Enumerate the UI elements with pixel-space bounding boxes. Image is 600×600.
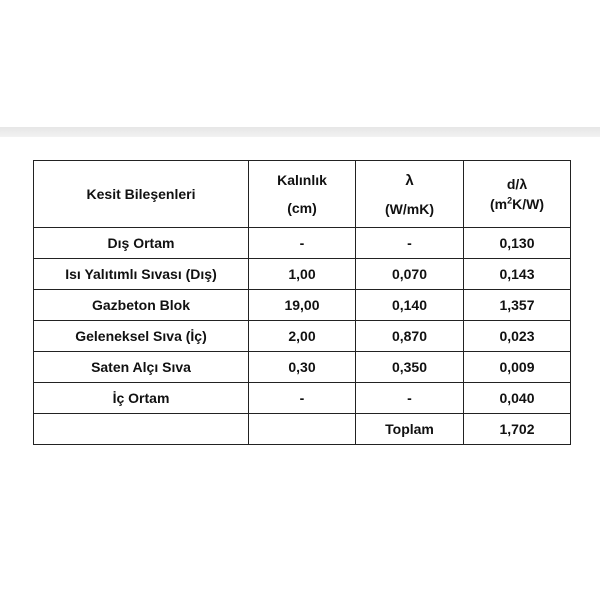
- total-empty-thickness: [249, 414, 356, 445]
- total-resistance: 1,702: [464, 414, 571, 445]
- cell-lambda: 0,870: [356, 321, 464, 352]
- table-header-row: [34, 161, 571, 228]
- cell-lambda: 0,350: [356, 352, 464, 383]
- cell-lambda: 0,140: [356, 290, 464, 321]
- total-label: Toplam: [356, 414, 464, 445]
- header-lambda-symbol: λ: [405, 171, 414, 189]
- cell-resistance: 0,023: [464, 321, 571, 352]
- table-row: [34, 259, 571, 290]
- cell-lambda: -: [356, 228, 464, 259]
- header-component-label: Kesit Bileşenleri: [86, 186, 196, 202]
- header-thickness-unit: (cm): [287, 200, 317, 216]
- table-row: [34, 383, 571, 414]
- header-thickness: [249, 161, 356, 228]
- table-row: [34, 290, 571, 321]
- cell-component: Gazbeton Blok: [34, 290, 249, 321]
- unit-kw: K/W): [512, 196, 545, 212]
- cell-component: Saten Alçı Sıva: [34, 352, 249, 383]
- cell-thickness: 19,00: [249, 290, 356, 321]
- header-resistance: [464, 161, 571, 228]
- cell-thickness: -: [249, 228, 356, 259]
- header-resistance-symbol: d/λ: [506, 176, 528, 192]
- header-lambda: [356, 161, 464, 228]
- thermal-resistance-table-container: [33, 160, 571, 445]
- table-row: [34, 228, 571, 259]
- cell-thickness: 2,00: [249, 321, 356, 352]
- cell-component: Geleneksel Sıva (İç): [34, 321, 249, 352]
- cell-resistance: 0,009: [464, 352, 571, 383]
- cell-component: Isı Yalıtımlı Sıvası (Dış): [34, 259, 249, 290]
- unit-m: (m: [489, 196, 508, 212]
- thermal-resistance-table: [33, 160, 571, 445]
- header-thickness-label: Kalınlık: [277, 172, 327, 188]
- header-resistance-unit: [468, 197, 566, 211]
- table-total-row: [34, 414, 571, 445]
- header-lambda-unit: (W/mK): [385, 200, 434, 217]
- cell-thickness: 1,00: [249, 259, 356, 290]
- total-empty-component: [34, 414, 249, 445]
- cell-resistance: 0,040: [464, 383, 571, 414]
- cell-resistance: 0,143: [464, 259, 571, 290]
- table-row: [34, 321, 571, 352]
- top-separator-band: [0, 127, 600, 137]
- cell-component: Dış Ortam: [34, 228, 249, 259]
- cell-lambda: 0,070: [356, 259, 464, 290]
- cell-resistance: 0,130: [464, 228, 571, 259]
- table-row: [34, 352, 571, 383]
- header-component: [34, 161, 249, 228]
- cell-thickness: -: [249, 383, 356, 414]
- cell-lambda: -: [356, 383, 464, 414]
- cell-component: İç Ortam: [34, 383, 249, 414]
- unit-superscript: 2: [507, 195, 513, 206]
- cell-thickness: 0,30: [249, 352, 356, 383]
- cell-resistance: 1,357: [464, 290, 571, 321]
